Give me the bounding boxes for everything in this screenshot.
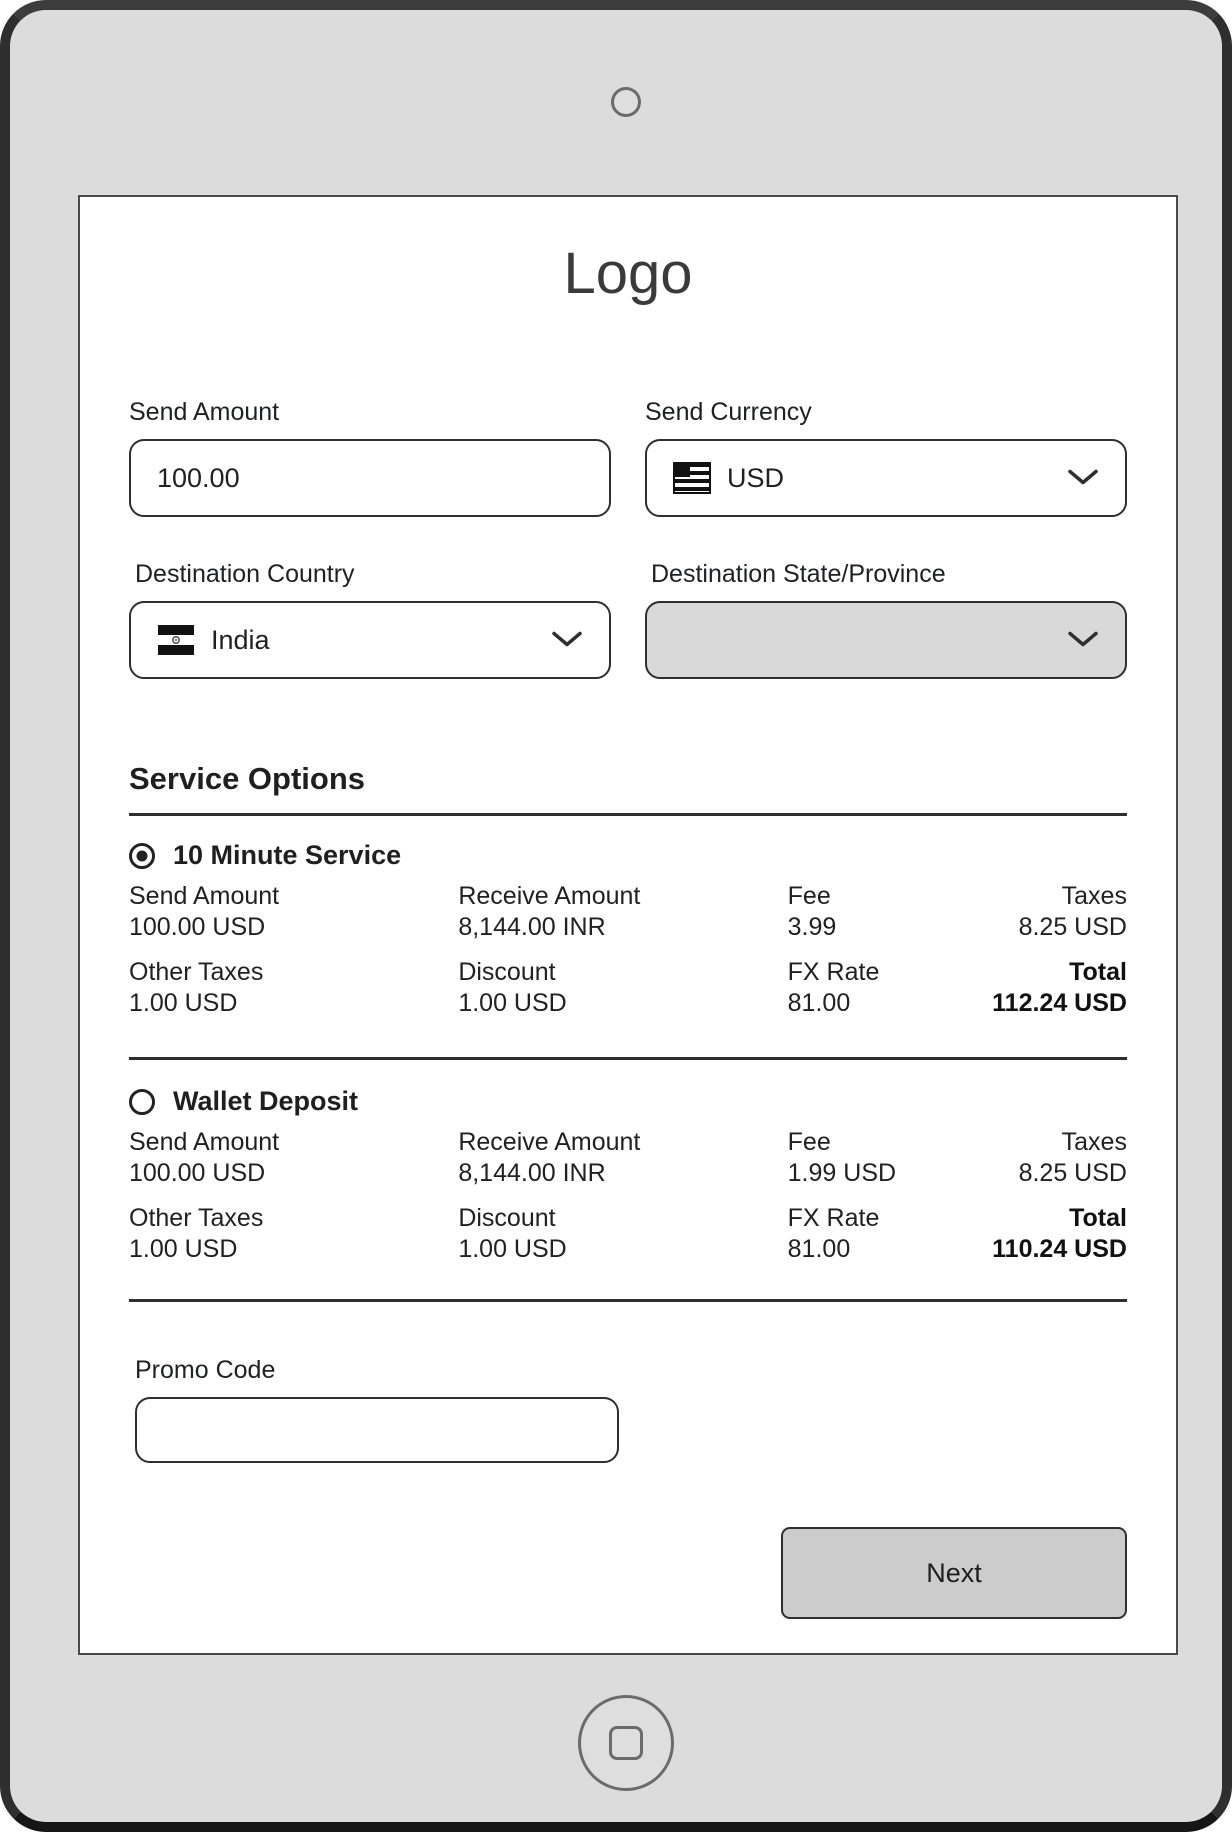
home-button[interactable]: [578, 1695, 674, 1791]
destination-state-select[interactable]: [645, 601, 1127, 679]
detail-discount: Discount 1.00 USD: [458, 1204, 567, 1263]
divider: [129, 813, 1127, 816]
service-option-details: [129, 1127, 1127, 1265]
divider: [129, 1057, 1127, 1060]
next-button[interactable]: Next: [781, 1527, 1127, 1619]
wallet-deposit-option[interactable]: [129, 1086, 1127, 1117]
service-option-title: Wallet Deposit: [173, 1086, 359, 1116]
promo-code-input[interactable]: [135, 1397, 619, 1463]
form-row-1: [129, 397, 1127, 517]
detail-fee: Fee 1.99 USD: [787, 1128, 897, 1187]
chevron-down-icon: [1067, 625, 1099, 656]
detail-other-taxes: Other Taxes 1.00 USD: [129, 1204, 264, 1263]
detail-send-amount: Send Amount 100.00 USD: [129, 882, 280, 941]
app-logo: Logo: [563, 241, 693, 306]
send-amount-field: [129, 397, 611, 517]
detail-receive-amount: Receive Amount 8,144.00 INR: [458, 882, 641, 941]
send-amount-label: Send Amount: [129, 398, 280, 426]
detail-fee: Fee 3.99: [787, 882, 837, 941]
form-row-2: [129, 559, 1127, 679]
detail-receive-amount: Receive Amount 8,144.00 INR: [458, 1128, 641, 1187]
service-option-details: [129, 881, 1127, 1019]
send-amount-input[interactable]: [129, 439, 611, 517]
destination-country-value: India: [211, 624, 270, 655]
service-options-heading: Service Options: [129, 761, 366, 796]
send-currency-label: Send Currency: [645, 398, 812, 426]
destination-state-label: Destination State/Province: [651, 560, 946, 588]
detail-taxes: Taxes 8.25 USD: [1018, 1128, 1127, 1187]
detail-taxes: Taxes 8.25 USD: [1018, 882, 1127, 941]
service-option-title: 10 Minute Service: [173, 840, 402, 870]
india-flag-icon: [157, 624, 195, 656]
us-flag-icon: [673, 462, 711, 494]
chevron-down-icon: [1067, 463, 1099, 494]
destination-country-field: [129, 559, 611, 679]
detail-fx-rate: FX Rate 81.00: [787, 958, 880, 1017]
promo-code-label: Promo Code: [135, 1356, 276, 1384]
send-currency-field: [645, 397, 1127, 517]
front-camera-icon: [611, 87, 641, 117]
detail-total: Total 112.24 USD: [992, 958, 1127, 1017]
radio-unselected-icon[interactable]: [129, 1089, 155, 1115]
send-currency-select[interactable]: [645, 439, 1127, 517]
detail-total: Total 110.24 USD: [992, 1204, 1127, 1263]
ten-minute-service-option[interactable]: [129, 840, 1127, 871]
send-currency-value: USD: [727, 462, 785, 493]
chevron-down-icon: [551, 625, 583, 656]
service-option-10-minute: [129, 840, 1127, 1019]
detail-discount: Discount 1.00 USD: [458, 958, 567, 1017]
destination-state-field: [645, 559, 1127, 679]
detail-fx-rate: FX Rate 81.00: [787, 1204, 880, 1263]
destination-country-label: Destination Country: [135, 560, 355, 588]
next-button-row: [129, 1527, 1127, 1619]
divider: [129, 1299, 1127, 1302]
detail-other-taxes: Other Taxes 1.00 USD: [129, 958, 264, 1017]
service-option-wallet-deposit: [129, 1086, 1127, 1265]
home-button-square-icon: [609, 1726, 643, 1760]
radio-selected-icon[interactable]: [129, 843, 155, 869]
app-screen: [78, 195, 1178, 1655]
destination-country-select[interactable]: [129, 601, 611, 679]
detail-send-amount: Send Amount 100.00 USD: [129, 1128, 280, 1187]
